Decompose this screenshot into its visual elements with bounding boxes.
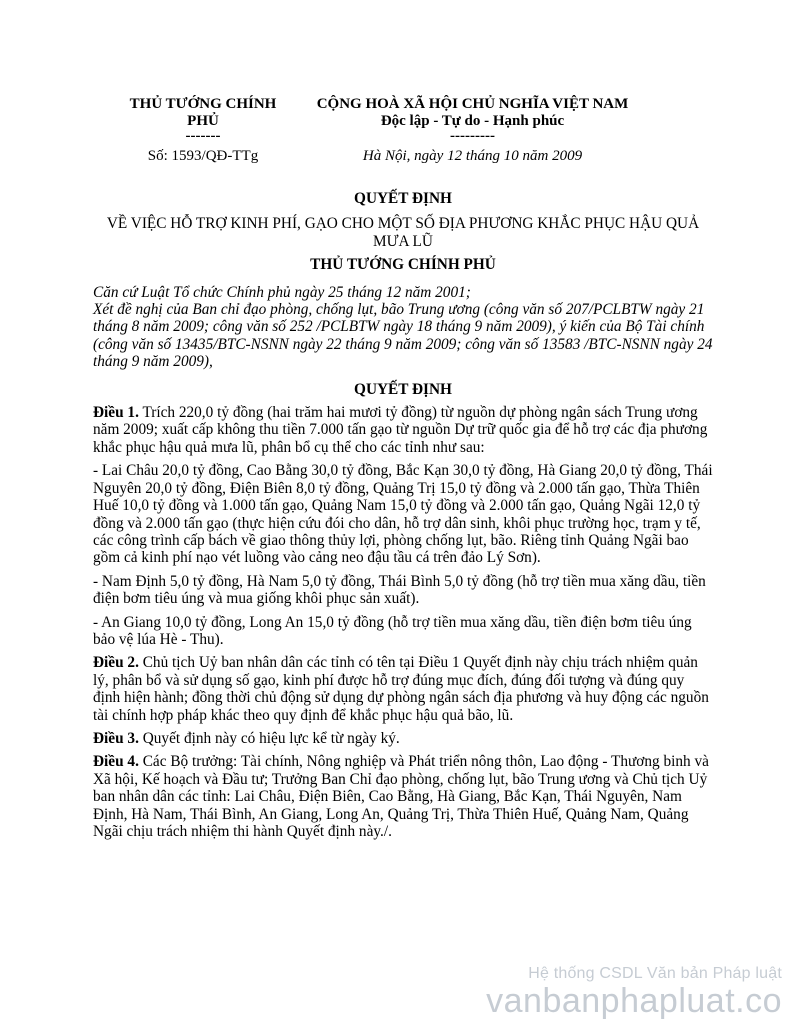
document-number: Số: 1593/QĐ-TTg (147, 148, 259, 164)
issuer-block (108, 96, 298, 165)
article-3 (93, 730, 713, 747)
issuer-name-line2: PHỦ (187, 113, 219, 129)
watermark-caption: Hệ thống CSDL Văn bản Pháp luật (528, 965, 782, 982)
article-2-label: Điều 2. (93, 654, 139, 672)
article-4-text: Các Bộ trưởng: Tài chính, Nông nghiệp và Phát triển nông thôn, Lao động - Thương binh và Xã hội, Kế hoạch và Đầu tư; Trưởng Ban Chỉ đạo phòng, chống lụt, bão Trung ương và Chủ tịch Uỷ ban nhân dân các tỉnh: Lai Châu, Điện Biên, Cao Bằng, Hà Giang, Bắc Kạn, Thái Nguyên, Nam Định, Hà Nam, Thái Bình, An Giang, Long An, Quảng Trị, Thừa Thiên Huế, Quảng Nam, Quảng Ngãi chịu trách nhiệm thi hành Quyết định này./. (93, 753, 709, 840)
document-heading: QUYẾT ĐỊNH (354, 190, 452, 207)
article-3-label: Điều 3. (93, 729, 139, 747)
article-2-text: Chủ tịch Uỷ ban nhân dân các tỉnh có tên tại Điều 1 Quyết định này chịu trách nhiệm quản lý, phân bổ và sử dụng số gạo, kinh phí được hỗ trợ đúng mục đích, đúng đối tượng và đúng quy định hiện hành; đồng thời chủ động sử dụng dự phòng ngân sách địa phương và huy động các nguồn tài chính hợp pháp khác theo quy định để khắc phục hậu quả bão, lũ. (93, 654, 709, 724)
legal-basis (93, 284, 713, 371)
national-motto-block (300, 96, 645, 165)
motto: Độc lập - Tự do - Hạnh phúc (380, 113, 565, 129)
article-1 (93, 404, 713, 456)
article-4-label: Điều 4. (93, 753, 139, 771)
article-1-item-1: - Lai Châu 20,0 tỷ đồng, Cao Bằng 30,0 tỷ đồng, Bắc Kạn 30,0 tỷ đồng, Hà Giang 20,0 tỷ đồng, Thái Nguyên 20,0 tỷ đồng, Điện Biên 8,0 tỷ đồng, Quảng Trị 15,0 tỷ đồng và 2.000 tấn gạo, Thừa Thiên Huế 10,0 tỷ đồng và 1.000 tấn gạo, Quảng Nam 15,0 tỷ đồng và 2.000 tấn gạo, Quảng Ngãi 12,0 tỷ đồng và 2.000 tấn gạo (thực hiện cứu đói cho dân, hỗ trợ dân sinh, khôi phục trường học, trạm y tế, các công trình cấp bách về giao thông thủy lợi, phòng chống lụt, bão. Riêng tỉnh Quảng Ngãi bao gồm cả kinh phí nạo vét luồng vào cảng neo đậu tầu cá trên đảo Lý Sơn). (93, 462, 713, 567)
document-body (93, 190, 713, 840)
legal-basis-proposal: Xét đề nghị của Ban chỉ đạo phòng, chống lụt, bão Trung ương (công văn số 207/PCLBTW ngày 21 tháng 8 năm 2009; công văn số 252 /PCLBTW ngày 18 tháng 9 năm 2009), ý kiến của Bộ Tài chính (công văn số 13435/BTC-NSNN ngày 22 tháng 9 năm 2009; công văn số 13583 /BTC-NSNN ngày 24 tháng 9 năm 2009), (93, 301, 713, 371)
issuing-authority: THỦ TƯỚNG CHÍNH PHỦ (310, 256, 496, 274)
subject-line-1: VỀ VIỆC HỖ TRỢ KINH PHÍ, GẠO CHO MỘT SỐ ĐỊA PHƯƠNG KHẮC PHỤC HẬU QUẢ (106, 215, 700, 233)
subject-line-2: MƯA LŨ (373, 232, 433, 250)
article-2 (93, 654, 713, 724)
country-name: CỘNG HOÀ XÃ HỘI CHỦ NGHĨA VIỆT NAM (316, 96, 629, 112)
document-subject (93, 215, 713, 250)
issuer-name-line1: THỦ TƯỚNG CHÍNH (129, 96, 277, 112)
article-1-item-2: - Nam Định 5,0 tỷ đồng, Hà Nam 5,0 tỷ đồng, Thái Bình 5,0 tỷ đồng (hỗ trợ tiền mua xăng dầu, tiền điện bơm tiêu úng và mua giống khôi phục sản xuất). (93, 572, 706, 608)
decision-heading: QUYẾT ĐỊNH (354, 380, 452, 398)
motto-divider: --------- (450, 128, 495, 144)
watermark-site: vanbanphapluat.co (486, 982, 782, 1020)
article-1-label: Điều 1. (93, 404, 139, 422)
article-4 (93, 753, 713, 840)
article-1-text: Trích 220,0 tỷ đồng (hai trăm hai mươi tỷ đồng) từ nguồn dự phòng ngân sách Trung ương năm 2009; xuất cấp không thu tiền 7.000 tấn gạo từ nguồn Dự trữ quốc gia để hỗ trợ các địa phương khắc phục hậu quả mưa lũ, phân bổ cụ thể cho các tỉnh như sau: (93, 404, 708, 456)
issuer-divider: ------- (185, 128, 221, 144)
article-3-text: Quyết định này có hiệu lực kể từ ngày ký. (138, 729, 400, 747)
legal-basis-law: Căn cứ Luật Tổ chức Chính phủ ngày 25 tháng 12 năm 2001; (93, 283, 471, 301)
document-date: Hà Nội, ngày 12 tháng 10 năm 2009 (362, 148, 583, 164)
article-1-item-3: - An Giang 10,0 tỷ đồng, Long An 15,0 tỷ đồng (hỗ trợ tiền mua xăng dầu, tiền điện bơm tiêu úng bảo vệ lúa Hè - Thu). (93, 613, 692, 648)
